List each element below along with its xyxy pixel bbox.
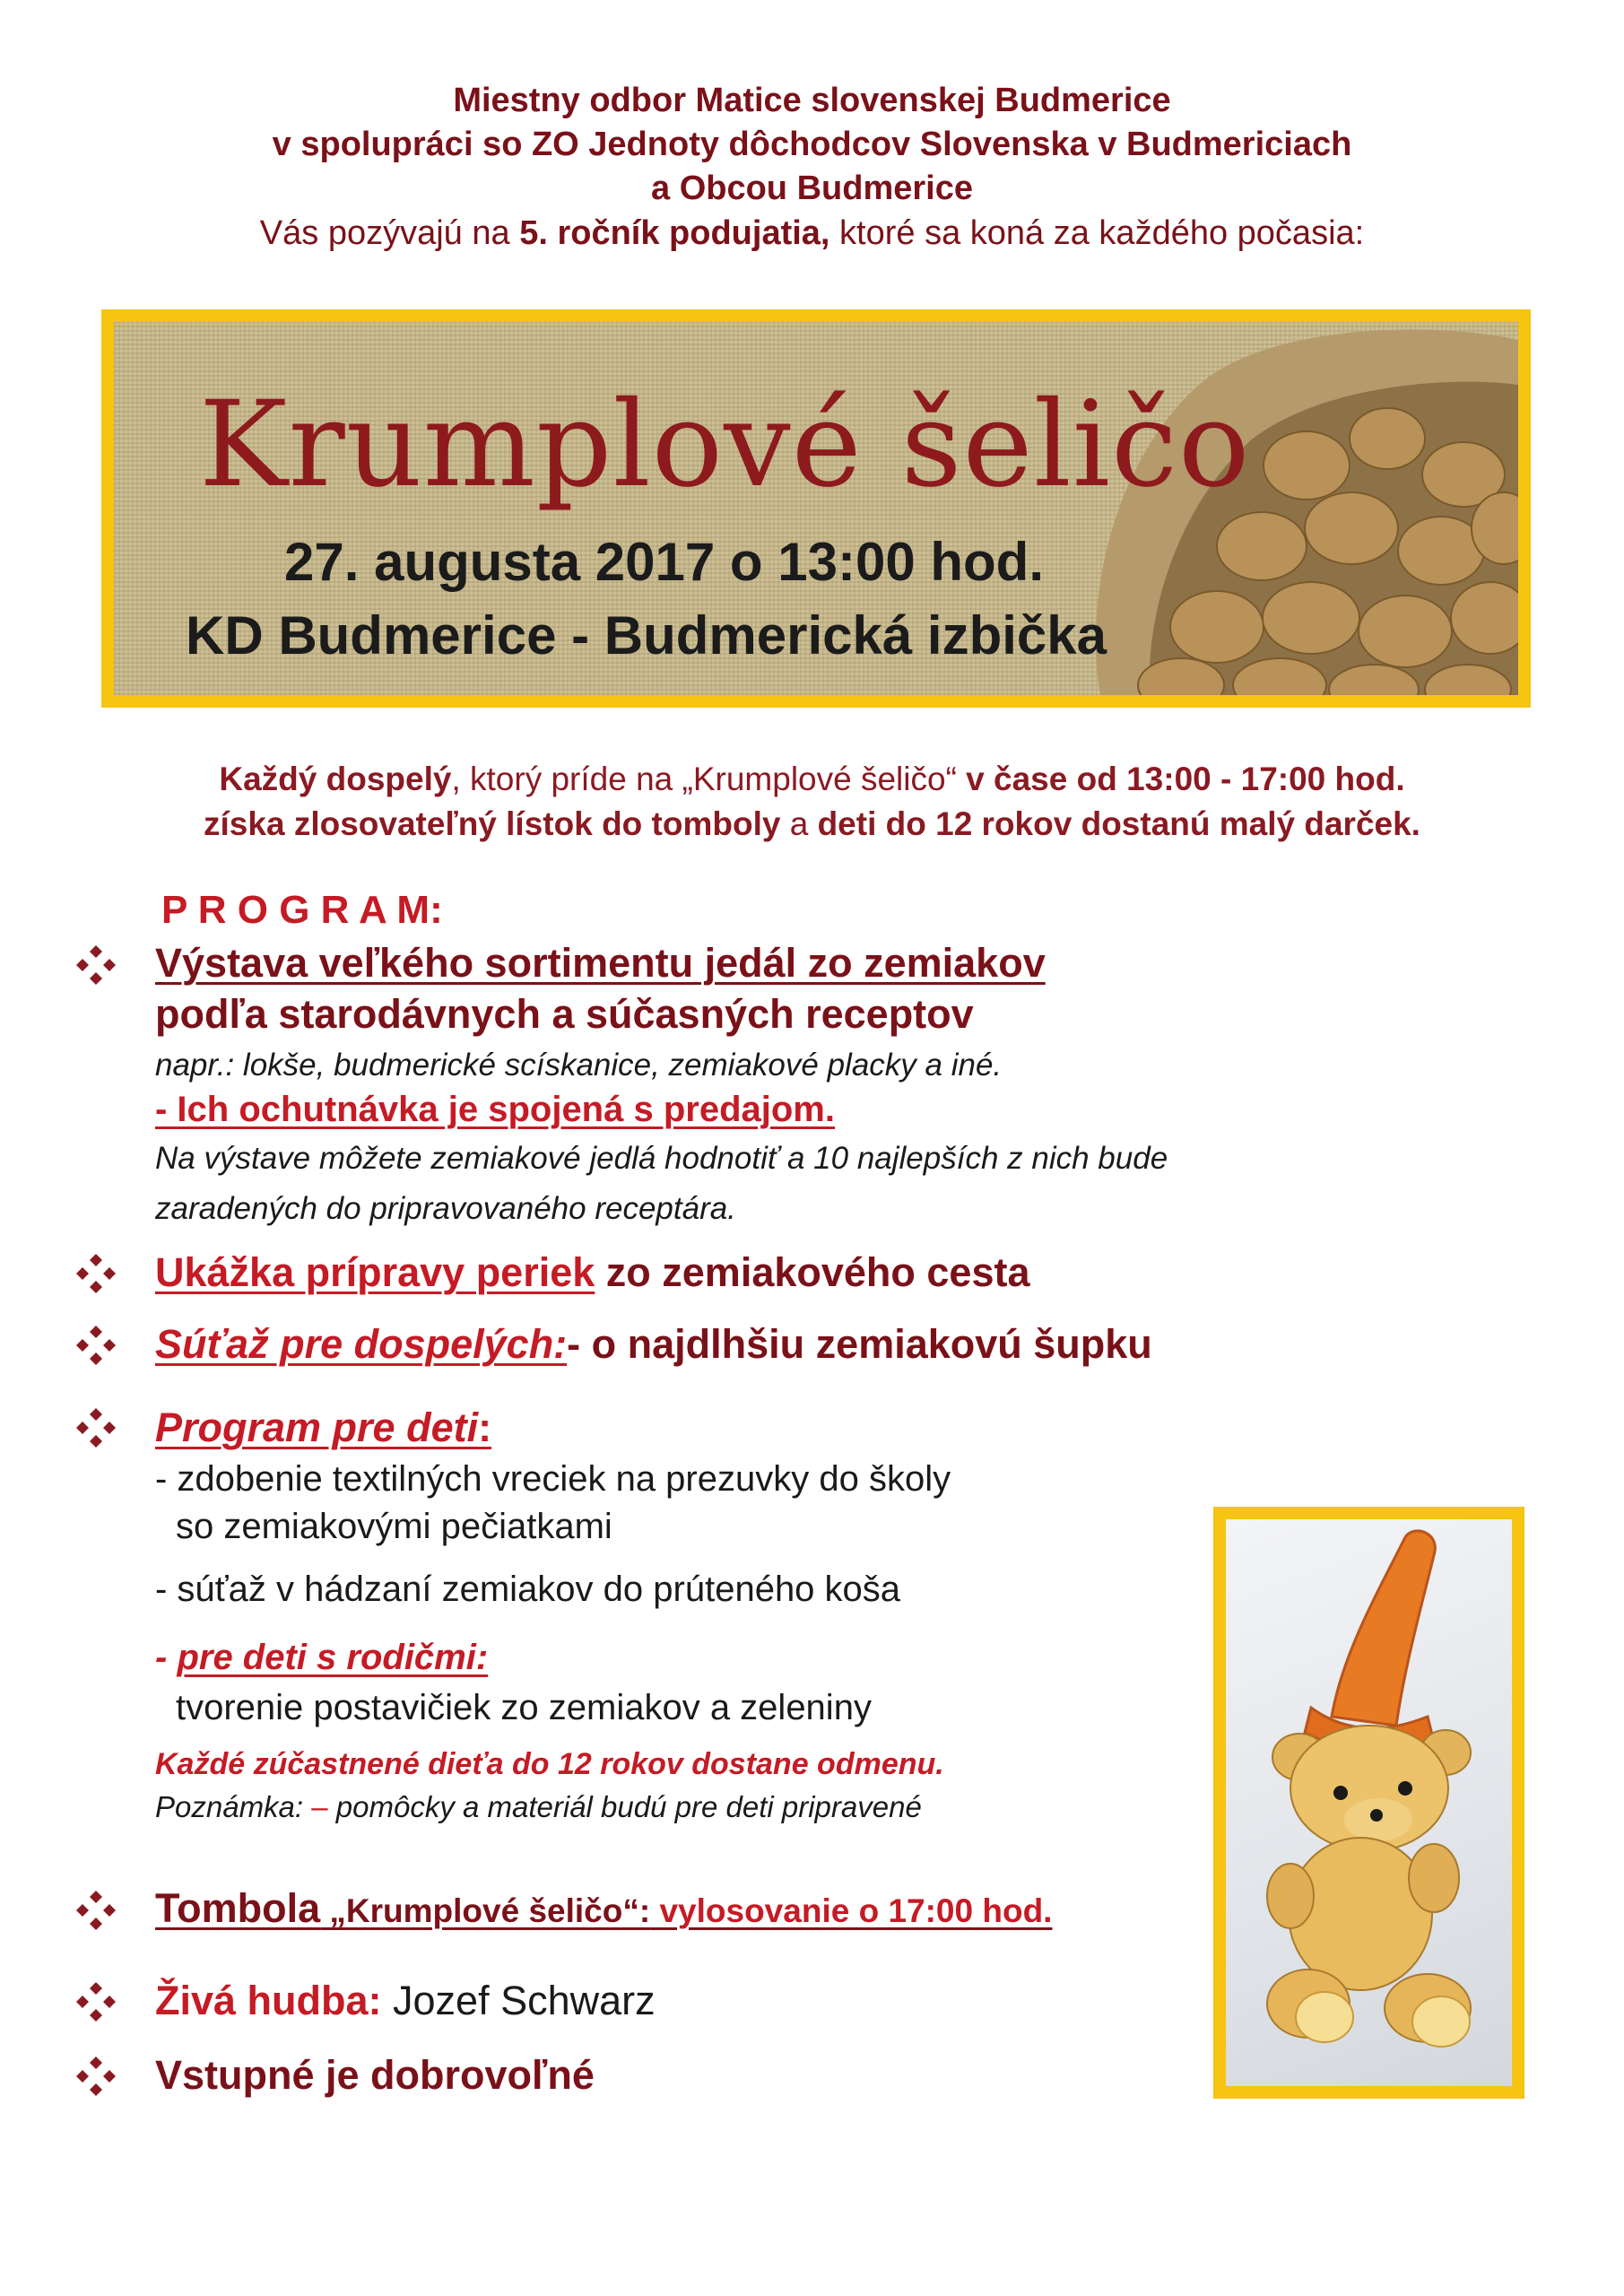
kids-parents-title: pre deti s rodičmi: (177, 1638, 489, 1677)
banner-burlap-background (114, 322, 1518, 695)
header-line-3: a Obcou Budmerice (651, 170, 973, 207)
event-date: 27. augusta 2017 o 13:00 hod. (284, 532, 1045, 592)
diamond-bullet-icon (76, 2057, 116, 2096)
item-exhibition-examples: napr.: lokše, budmerické scískanice, zemiakové placky a iné. (155, 1048, 1003, 1083)
intro-adult: Každý dospelý (219, 761, 452, 797)
intro-who: , ktorý príde na „Krumplové šeličo“ (451, 761, 967, 797)
item-dumplings (155, 1249, 1029, 1296)
item-raffle (155, 1885, 1052, 1932)
diamond-bullet-icon (76, 1254, 116, 1293)
kids-remark-text: pomôcky a materiál budú pre deti pripravené (335, 1790, 922, 1823)
item-music-title: Živá hudba: (155, 1978, 382, 2023)
item-music-performer: Jozef Schwarz (381, 1978, 656, 2023)
item-dumplings-rest: zo zemiakového cesta (595, 1249, 1030, 1295)
header-line-2: v spolupráci so ZO Jednoty dôchodcov Slovenska v Budmericiach (272, 126, 1352, 163)
item-raffle-time: vylosovanie o 17:00 hod. (650, 1892, 1053, 1929)
item-exhibition-tasting: - Ich ochutnávka je spojená s predajom. (155, 1090, 835, 1129)
event-banner (101, 309, 1531, 708)
event-title: Krumplové šeličo (199, 376, 1251, 514)
kids-activity-1-line-1: - zdobenie textilných vreciek na prezuvky do školy (155, 1459, 951, 1499)
item-contest-title: Súťaž pre dospelých: (155, 1321, 568, 1367)
intro-time: v čase od 13:00 - 17:00 hod. (966, 761, 1405, 797)
item-exhibition-rating-1: Na výstave môžete zemiakové jedlá hodnotiť a 10 najlepších z nich bude (155, 1141, 1168, 1176)
intro-and: a (780, 805, 818, 842)
item-contest-rest: - o najdlhšiu zemiakovú šupku (567, 1321, 1152, 1367)
event-venue: KD Budmerice - Budmerická izbička (186, 605, 1107, 665)
program-heading: P R O G R A M: (161, 888, 443, 932)
header-line-4 (0, 212, 1624, 256)
kids-remark-label: Poznámka: (155, 1790, 312, 1823)
item-exhibition-line-1: Výstava veľkého sortimentu jedál zo zemiakov (155, 940, 1046, 986)
kids-parents-activity: tvorenie postavičiek zo zemiakov a zeleniny (176, 1688, 872, 1727)
kids-remark-dash: – (311, 1790, 336, 1823)
edition-text: 5. ročník podujatia, (519, 214, 830, 252)
item-exhibition-line-2: podľa starodávnych a súčasných receptov (155, 991, 974, 1037)
item-music (155, 1978, 656, 2024)
kids-activity-1-line-2: so zemiakovými pečiatkami (176, 1507, 612, 1546)
kids-parents-dash: - (155, 1638, 178, 1677)
kids-with-parents (155, 1638, 488, 1678)
potato-teddy-photo (1226, 1519, 1512, 2086)
diamond-bullet-icon (76, 1326, 116, 1365)
item-dumplings-title: Ukážka prípravy periek (155, 1249, 595, 1295)
kids-remark (155, 1790, 922, 1824)
potato-teddy-photo-frame (1213, 1507, 1524, 2099)
header-line-1: Miestny odbor Matice slovenskej Budmerice (453, 82, 1171, 119)
item-kids-program (155, 1405, 491, 1451)
intro-line-2 (0, 803, 1624, 846)
diamond-bullet-icon (76, 1891, 116, 1930)
diamond-bullet-icon (76, 1408, 116, 1448)
diamond-bullet-icon (76, 1982, 116, 2022)
weather-text: ktoré sa koná za každého počasia: (829, 214, 1365, 252)
item-raffle-name: „Krumplové šeličo“: (320, 1892, 651, 1929)
kids-activity-2: - súťaž v hádzaní zemiakov do prúteného koša (155, 1570, 901, 1609)
item-contest (155, 1321, 1152, 1368)
intro-line-1 (0, 758, 1624, 801)
diamond-bullet-icon (76, 945, 116, 985)
item-raffle-title: Tombola (155, 1885, 321, 1931)
kids-reward: Každé zúčastnené dieťa do 12 rokov dostane odmenu. (155, 1747, 944, 1781)
invite-text: Vás pozývajú na (259, 214, 520, 252)
item-kids-title: Program pre deti (155, 1405, 479, 1450)
item-kids-colon: : (478, 1405, 492, 1450)
item-exhibition-rating-2: zaradených do pripravovaného receptára. (155, 1191, 736, 1226)
intro-ticket: získa zlosovateľný lístok do tomboly (204, 805, 781, 842)
intro-gift: deti do 12 rokov dostanú malý darček. (817, 805, 1420, 842)
item-entry: Vstupné je dobrovoľné (155, 2052, 595, 2098)
